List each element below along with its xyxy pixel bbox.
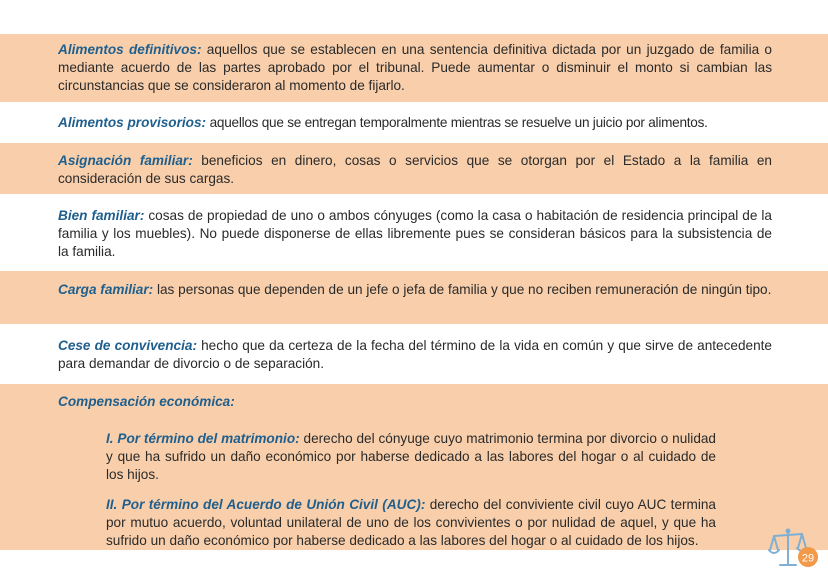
scales-of-justice-icon [768, 526, 820, 570]
subitem-term: II. Por término del Acuerdo de Unión Civil (AUC): [106, 497, 426, 512]
entry-term: Alimentos provisorios: [58, 115, 207, 130]
entry-definition: aquellos que se establecen en una sentencia definitiva dictada por un juzgado de familia o mediante acuerdo de las partes aprobado por el tribunal. Puede aumentar o disminuir el monto si cambian las circunstancias que se consideraron al momento de fijarlo. [58, 42, 772, 93]
entry-alimentos-definitivos [0, 34, 828, 102]
subitem-definition: derecho del cónyuge cuyo matrimonio termina por divorcio o nulidad y que ha sufrido un daño económico por haberse dedicado a las labores del hogar o al cuidado de los hijos. [106, 431, 716, 482]
entry-definition: hecho que da certeza de la fecha del término de la vida en común y que sirve de antecedente para demandar de divorcio o de separación. [58, 338, 772, 371]
entry-term: Cese de convivencia: [58, 338, 197, 353]
entry-term: Asignación familiar: [58, 153, 193, 168]
entry-term: Carga familiar: [58, 282, 154, 297]
entry-definition: cosas de propiedad de uno o ambos cónyuges (como la casa o habitación de residencia principal de la familia y los muebles). No puede disponerse de ellas libremente pues se consideran básicos para la subsistencia de la familia. [58, 208, 772, 259]
entry-term: Compensación económica: [58, 394, 235, 409]
compensacion-subitems [58, 430, 772, 550]
subitem-definition: derecho del conviviente civil cuyo AUC termina por mutuo acuerdo, voluntad unilateral de uno de los convivientes o por nulidad de aquel, y que ha sufrido un daño económico por haberse dedicado a las labores del hogar o al cuidado de los hijos. [106, 497, 716, 548]
entry-bien-familiar [0, 198, 828, 268]
entry-term: Bien familiar: [58, 208, 145, 223]
entry-definition: beneficios en dinero, cosas o servicios que se otorgan por el Estado a la familia en consideración de sus cargas. [58, 153, 772, 186]
entry-cese-de-convivencia [0, 327, 828, 380]
entry-asignacion-familiar [0, 143, 828, 194]
entry-carga-familiar [0, 271, 828, 324]
subitem-auc [106, 496, 716, 550]
entry-compensacion-economica [0, 384, 828, 550]
entry-definition: las personas que dependen de un jefe o jefa de familia y que no reciben remuneración de ningún tipo. [153, 282, 772, 297]
entry-alimentos-provisorios [0, 105, 828, 139]
entry-definition: aquellos que se entregan temporalmente mientras se resuelve un juicio por alimentos. [206, 115, 708, 130]
entry-term: Alimentos definitivos: [58, 42, 202, 57]
subitem-matrimonio [106, 430, 716, 484]
page-number: 29 [801, 552, 815, 565]
subitem-term: I. Por término del matrimonio: [106, 431, 300, 446]
